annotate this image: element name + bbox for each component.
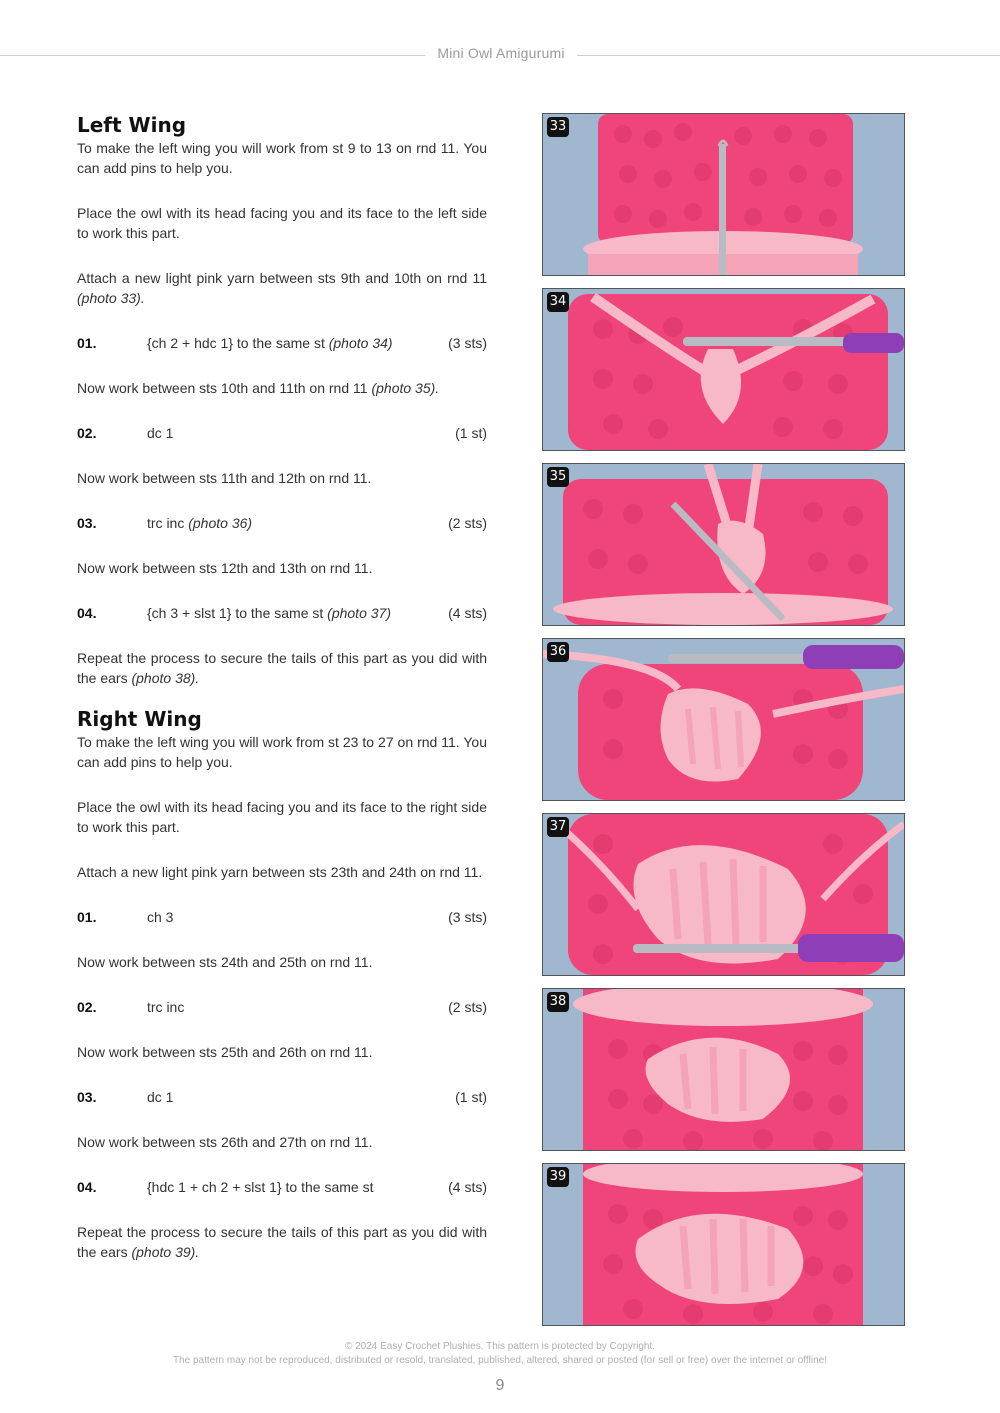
photo-39-badge: 39 — [547, 1167, 569, 1187]
left-wing-note-2: Now work between sts 11th and 12th on rnd 11. — [77, 470, 372, 486]
photo-35 — [542, 463, 905, 626]
photo-35-badge: 35 — [547, 467, 569, 487]
photo-33-image — [543, 114, 904, 275]
left-wing-round-01: 01. {ch 2 + hdc 1} to the same st (photo 34) (3 sts) — [77, 335, 487, 351]
right-wing-attach: Attach a new light pink yarn between sts 23th and 24th on rnd 11. — [77, 864, 483, 880]
right-wing-heading: Right Wing — [77, 707, 202, 731]
photo-column — [542, 113, 905, 1338]
left-wing-attach: Attach a new light pink yarn between sts 9th and 10th on rnd 11 (photo 33). — [77, 270, 487, 306]
right-wing-round-03: 03. dc 1 (1 st) — [77, 1089, 487, 1105]
right-wing-note-3: Now work between sts 26th and 27th on rnd 11. — [77, 1134, 373, 1150]
left-wing-round-03: 03. trc inc (photo 36) (2 sts) — [77, 515, 487, 531]
photo-34-image — [543, 289, 904, 450]
left-wing-repeat: Repeat the process to secure the tails of this part as you did with the ears (photo 38). — [77, 650, 487, 686]
photo-37 — [542, 813, 905, 976]
photo-34 — [542, 288, 905, 451]
left-wing-placement: Place the owl with its head facing you and its face to the left side to work this part. — [77, 205, 487, 241]
right-wing-note-2: Now work between sts 25th and 26th on rnd 11. — [77, 1044, 373, 1060]
right-wing-round-02: 02. trc inc (2 sts) — [77, 999, 487, 1015]
footer-copyright: © 2024 Easy Crochet Plushies. This pattern is protected by Copyright. — [344, 1341, 656, 1352]
photo-39 — [542, 1163, 905, 1326]
page-number: 9 — [495, 1377, 505, 1394]
left-wing-heading: Left Wing — [77, 113, 187, 137]
instructions-column — [77, 112, 487, 1262]
right-wing-round-04: 04. {hdc 1 + ch 2 + slst 1} to the same st (4 sts) — [77, 1179, 487, 1195]
photo-39-image — [543, 1164, 904, 1325]
right-wing-round-01: 01. ch 3 (3 sts) — [77, 909, 487, 925]
right-wing-placement: Place the owl with its head facing you and its face to the right side to work this part. — [77, 799, 487, 835]
photo-37-badge: 37 — [547, 817, 569, 837]
right-wing-intro: To make the left wing you will work from st 23 to 27 on rnd 11. You can add pins to help you. — [77, 734, 487, 770]
photo-38-image — [543, 989, 904, 1150]
photo-38-badge: 38 — [547, 992, 569, 1012]
photo-36-image — [543, 639, 904, 800]
photo-34-badge: 34 — [547, 292, 569, 312]
photo-36 — [542, 638, 905, 801]
left-wing-intro: To make the left wing you will work from st 9 to 13 on rnd 11. You can add pins to help you. — [77, 140, 487, 176]
photo-35-image — [543, 464, 904, 625]
header-rule-right — [577, 55, 1000, 56]
left-wing-note-3: Now work between sts 12th and 13th on rnd 11. — [77, 560, 373, 576]
footer-notice: The pattern may not be reproduced, distributed or resold, translated, published, altered, shared or posted (for sell or free) over the internet or offline! — [172, 1355, 828, 1366]
header-rule-left — [0, 55, 425, 56]
right-wing-repeat: Repeat the process to secure the tails of this part as you did with the ears (photo 39). — [77, 1224, 487, 1260]
photo-37-image — [543, 814, 904, 975]
running-header: Mini Owl Amigurumi — [437, 45, 565, 61]
left-wing-note-1: Now work between sts 10th and 11th on rnd 11 (photo 35). — [77, 380, 440, 396]
right-wing-note-1: Now work between sts 24th and 25th on rnd 11. — [77, 954, 373, 970]
photo-38 — [542, 988, 905, 1151]
photo-33 — [542, 113, 905, 276]
left-wing-round-02: 02. dc 1 (1 st) — [77, 425, 487, 441]
left-wing-round-04: 04. {ch 3 + slst 1} to the same st (photo 37) (4 sts) — [77, 605, 487, 621]
photo-36-badge: 36 — [547, 642, 569, 662]
photo-33-badge: 33 — [547, 117, 569, 137]
